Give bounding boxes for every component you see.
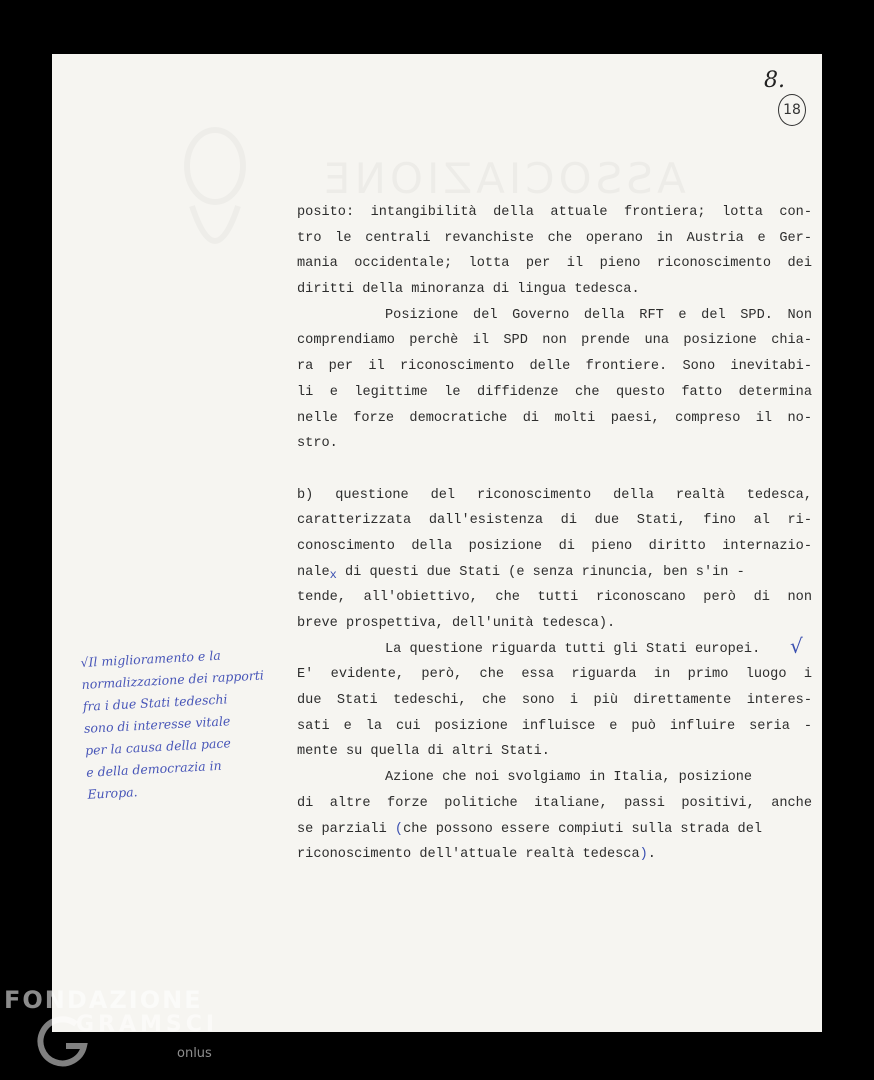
text-line: Posizione del Governo della RFT e del SPD. Non (385, 307, 812, 323)
foundation-logo-line1: FONDAZIONE (4, 986, 203, 1014)
note-line: fra i due Stati tedeschi (82, 691, 228, 714)
text-line: stro. (297, 436, 338, 452)
handwritten-open-paren: ( (394, 821, 404, 837)
check-mark-icon: √ (790, 634, 803, 658)
text-line (297, 560, 812, 586)
insertion-mark: x (329, 567, 337, 582)
text-line: tende, all'obiettivo, che tutti riconoscano però di non (297, 590, 812, 606)
text-line: La questione riguarda tutti gli Stati europei. (385, 641, 761, 657)
note-line: sono di interesse vitale (83, 713, 231, 736)
text-line: riconoscimento dell'attuale realtà tedesca). (297, 847, 656, 863)
text-fragment: se parziali (297, 821, 387, 837)
typed-text-body (297, 200, 812, 868)
text-fragment: che possono essere compiuti sulla strada del (403, 821, 763, 837)
note-line: normalizzazione dei rapporti (81, 667, 265, 692)
archive-stamp-number: 18 (778, 94, 806, 126)
text-line: b) questione del riconoscimento della realtà tedesca, (297, 487, 812, 503)
text-line: li e legittime le diffidenze che questo fatto determina (297, 384, 812, 400)
text-line: due Stati tedeschi, che sono i più direttamente interes- (297, 693, 812, 709)
page-number: 8. (764, 68, 785, 93)
text-line: comprendiamo perchè il SPD non prende una posizione chia- (297, 333, 812, 349)
text-line: posito: intangibilità della attuale frontiera; lotta con- (297, 205, 812, 220)
note-line: Europa. (87, 784, 138, 802)
text-line: di altre forze politiche italiane, passi positivi, anche (297, 795, 812, 811)
text-line: diritti della minoranza di lingua tedesca. (297, 282, 640, 298)
handwritten-close-paren: ) (639, 847, 648, 863)
text-line: mania occidentale; lotta per il pieno riconoscimento dei (297, 256, 812, 272)
text-line: caratterizzata dall'esistenza di due Stati, fino al ri- (297, 513, 812, 529)
note-line: e della democrazia in (85, 757, 222, 780)
text-line: mente su quella di altri Stati. (297, 744, 550, 760)
text-fragment: riconoscimento dell'attuale realtà tedesca (297, 847, 640, 863)
foundation-logo-line2: GRAMSCI (76, 1012, 219, 1037)
text-line: Azione che noi svolgiamo in Italia, posizione (385, 770, 753, 786)
text-fragment: di questi due Stati (e senza rinuncia, ben s'in - (345, 564, 745, 580)
text-line: breve prospettiva, dell'unità tedesca). (297, 616, 616, 631)
document-page (52, 54, 822, 1032)
paper-watermark (320, 154, 686, 203)
text-line: ra per il riconoscimento delle frontiere. Sono inevitabi- (297, 359, 812, 375)
text-line: tro le centrali revanchiste che operano in Austria e Ger- (297, 230, 812, 246)
note-line: √Il miglioramento e la (80, 647, 222, 670)
text-line: conoscimento della posizione di pieno diritto internazio- (297, 538, 812, 554)
text-fragment: nale (297, 564, 330, 580)
note-line: per la causa della pace (84, 735, 232, 758)
handwritten-margin-note (80, 643, 268, 806)
text-line: sati e la cui posizione influisce e può influire seria - (297, 718, 812, 734)
foundation-logo-suffix: onlus (177, 1046, 212, 1061)
watermark-emblem (172, 126, 258, 276)
text-line: E' evidente, però, che essa riguarda in primo luogo i (297, 667, 812, 683)
text-line: nelle forze democratiche di molti paesi, compreso il no- (297, 410, 812, 426)
text-line (297, 817, 812, 843)
